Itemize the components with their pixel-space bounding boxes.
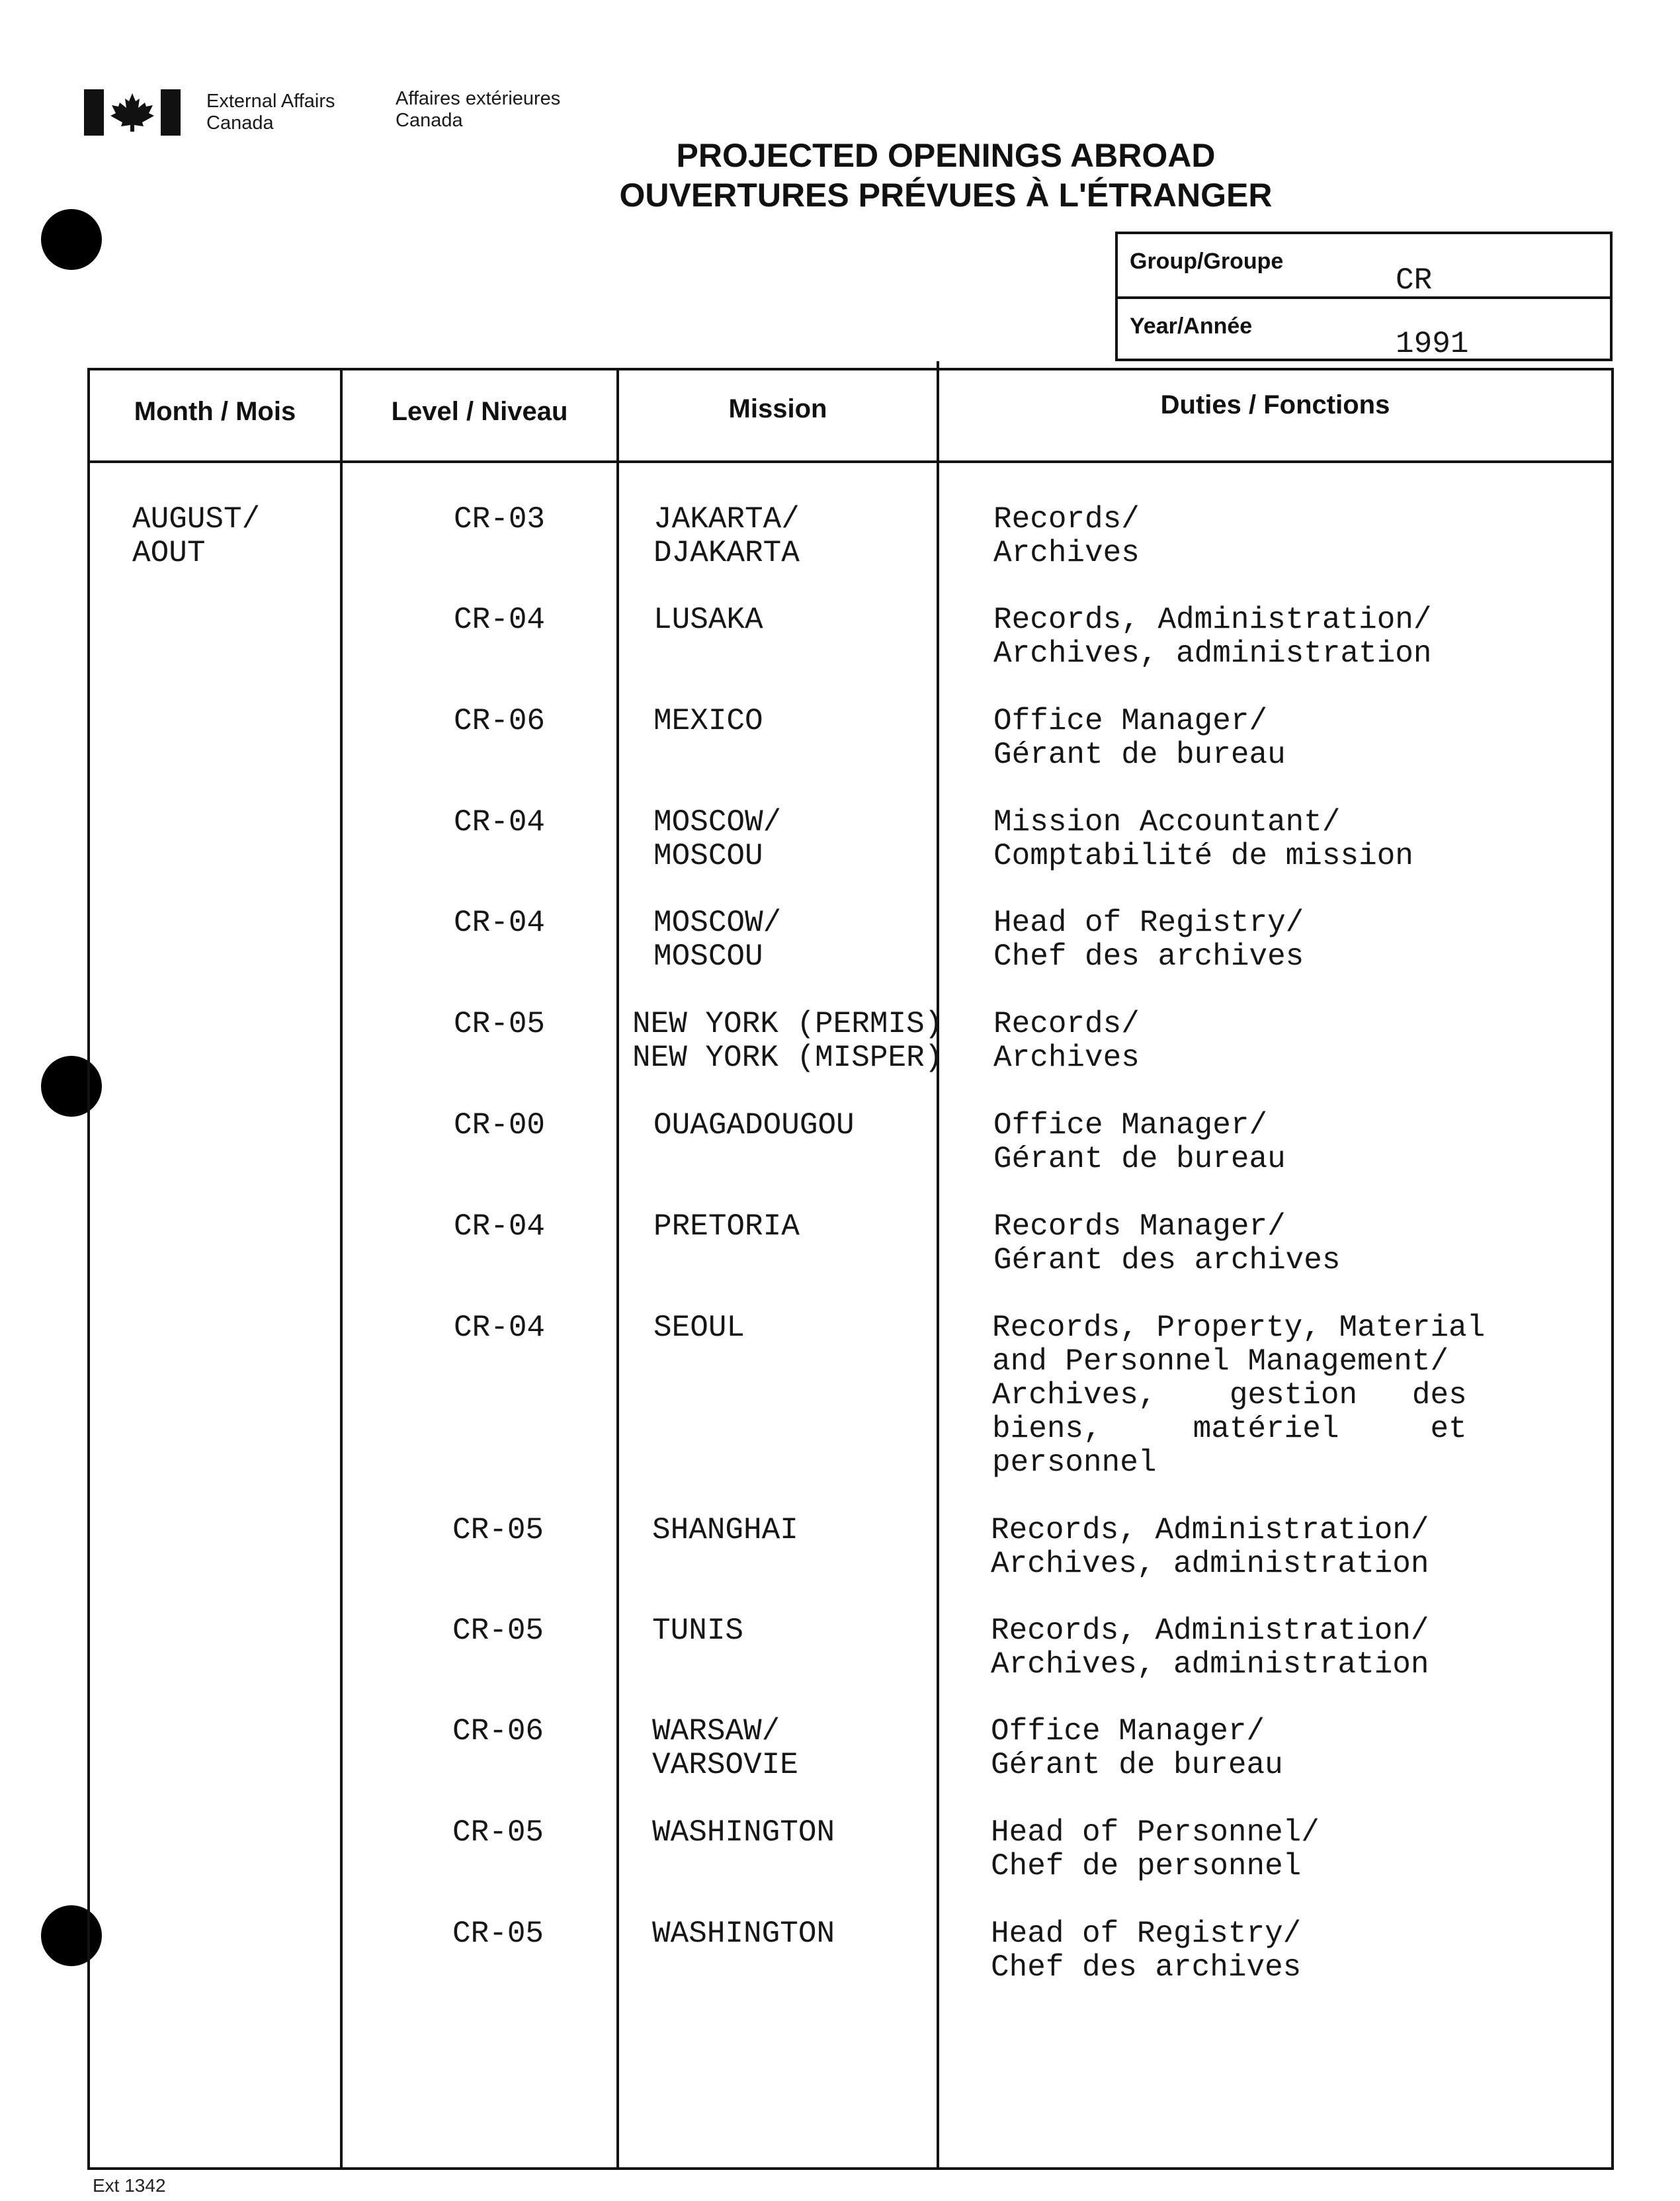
- mission-cell: SEOUL: [653, 1311, 745, 1345]
- group-value: CR: [1396, 263, 1433, 298]
- punch-hole: [41, 209, 102, 270]
- mission-cell: TUNIS: [652, 1614, 744, 1648]
- level-cell: CR-04: [454, 1209, 546, 1244]
- level-cell: CR-05: [452, 1815, 544, 1850]
- year-value: 1991: [1396, 327, 1469, 361]
- level-cell: CR-05: [452, 1614, 544, 1648]
- level-cell: CR-05: [454, 1007, 546, 1041]
- level-cell: CR-06: [452, 1714, 544, 1748]
- duties-cell: Records, Administration/ Archives, administration: [991, 1513, 1429, 1581]
- month-cell: AUGUST/ AOUT: [132, 502, 261, 570]
- department-name-french: Affaires extérieures Canada: [396, 88, 561, 131]
- level-cell: CR-04: [454, 1311, 546, 1345]
- duties-cell: Records, Administration/ Archives, administration: [991, 1614, 1429, 1682]
- duties-cell: Records Manager/ Gérant des archives: [993, 1209, 1341, 1277]
- mission-cell: MOSCOW/ MOSCOU: [653, 805, 782, 873]
- mission-cell: WASHINGTON: [652, 1917, 835, 1951]
- mission-cell: NEW YORK (PERMIS) NEW YORK (MISPER): [632, 1007, 943, 1075]
- level-cell: CR-04: [454, 906, 546, 940]
- group-label: Group/Groupe: [1130, 249, 1284, 274]
- mission-cell: LUSAKA: [653, 603, 763, 637]
- mission-cell: MEXICO: [653, 704, 763, 738]
- department-name-english: External Affairs Canada: [206, 91, 335, 134]
- level-cell: CR-05: [452, 1917, 544, 1951]
- level-cell: CR-04: [454, 805, 546, 840]
- level-cell: CR-00: [454, 1108, 546, 1143]
- duties-cell: Head of Registry/ Chef des archives: [993, 906, 1304, 974]
- group-year-box: [1115, 232, 1613, 361]
- mission-cell: PRETORIA: [653, 1209, 800, 1244]
- mission-cell: SHANGHAI: [652, 1513, 798, 1547]
- duties-cell: Office Manager/ Gérant de bureau: [993, 1108, 1286, 1176]
- column-divider: [340, 368, 343, 2170]
- header-rule: [87, 460, 1614, 463]
- level-cell: CR-05: [452, 1513, 544, 1547]
- level-cell: CR-03: [454, 502, 546, 537]
- column-header-mission: Mission: [728, 394, 827, 423]
- mission-cell: WARSAW/ VARSOVIE: [652, 1714, 798, 1782]
- form-number: Ext 1342: [93, 2175, 166, 2196]
- title-english: PROJECTED OPENINGS ABROAD: [676, 137, 1216, 174]
- duties-cell: Records, Administration/ Archives, administration: [993, 603, 1432, 671]
- duties-cell: Head of Personnel/ Chef de personnel: [991, 1815, 1320, 1883]
- level-cell: CR-04: [454, 603, 546, 637]
- duties-cell: Mission Accountant/ Comptabilité de mission: [993, 805, 1413, 873]
- mission-cell: WASHINGTON: [652, 1815, 835, 1850]
- mission-cell: JAKARTA/ DJAKARTA: [653, 502, 800, 570]
- duties-cell: Office Manager/ Gérant de bureau: [991, 1714, 1283, 1782]
- column-header-month: Month / Mois: [134, 397, 296, 426]
- duties-cell: Office Manager/ Gérant de bureau: [993, 704, 1286, 772]
- duties-cell: Head of Registry/ Chef des archives: [991, 1917, 1302, 1985]
- duties-cell: Records/ Archives: [993, 1007, 1140, 1075]
- title-french: OUVERTURES PRÉVUES À L'ÉTRANGER: [619, 177, 1273, 214]
- canada-flag-logo: [84, 89, 181, 136]
- mission-cell: OUAGADOUGOU: [653, 1108, 855, 1143]
- duties-cell: Records, Property, Material and Personnel Management/ Archives, gestion des biens, matériel et personnel: [992, 1311, 1486, 1480]
- column-divider: [937, 361, 939, 2170]
- column-divider: [616, 368, 619, 2170]
- level-cell: CR-06: [454, 704, 546, 738]
- mission-cell: MOSCOW/ MOSCOU: [653, 906, 782, 974]
- column-header-duties: Duties / Fonctions: [1160, 390, 1390, 419]
- column-header-level: Level / Niveau: [391, 397, 568, 426]
- duties-cell: Records/ Archives: [993, 502, 1140, 570]
- year-label: Year/Année: [1130, 314, 1253, 339]
- maple-leaf-icon: [108, 92, 157, 133]
